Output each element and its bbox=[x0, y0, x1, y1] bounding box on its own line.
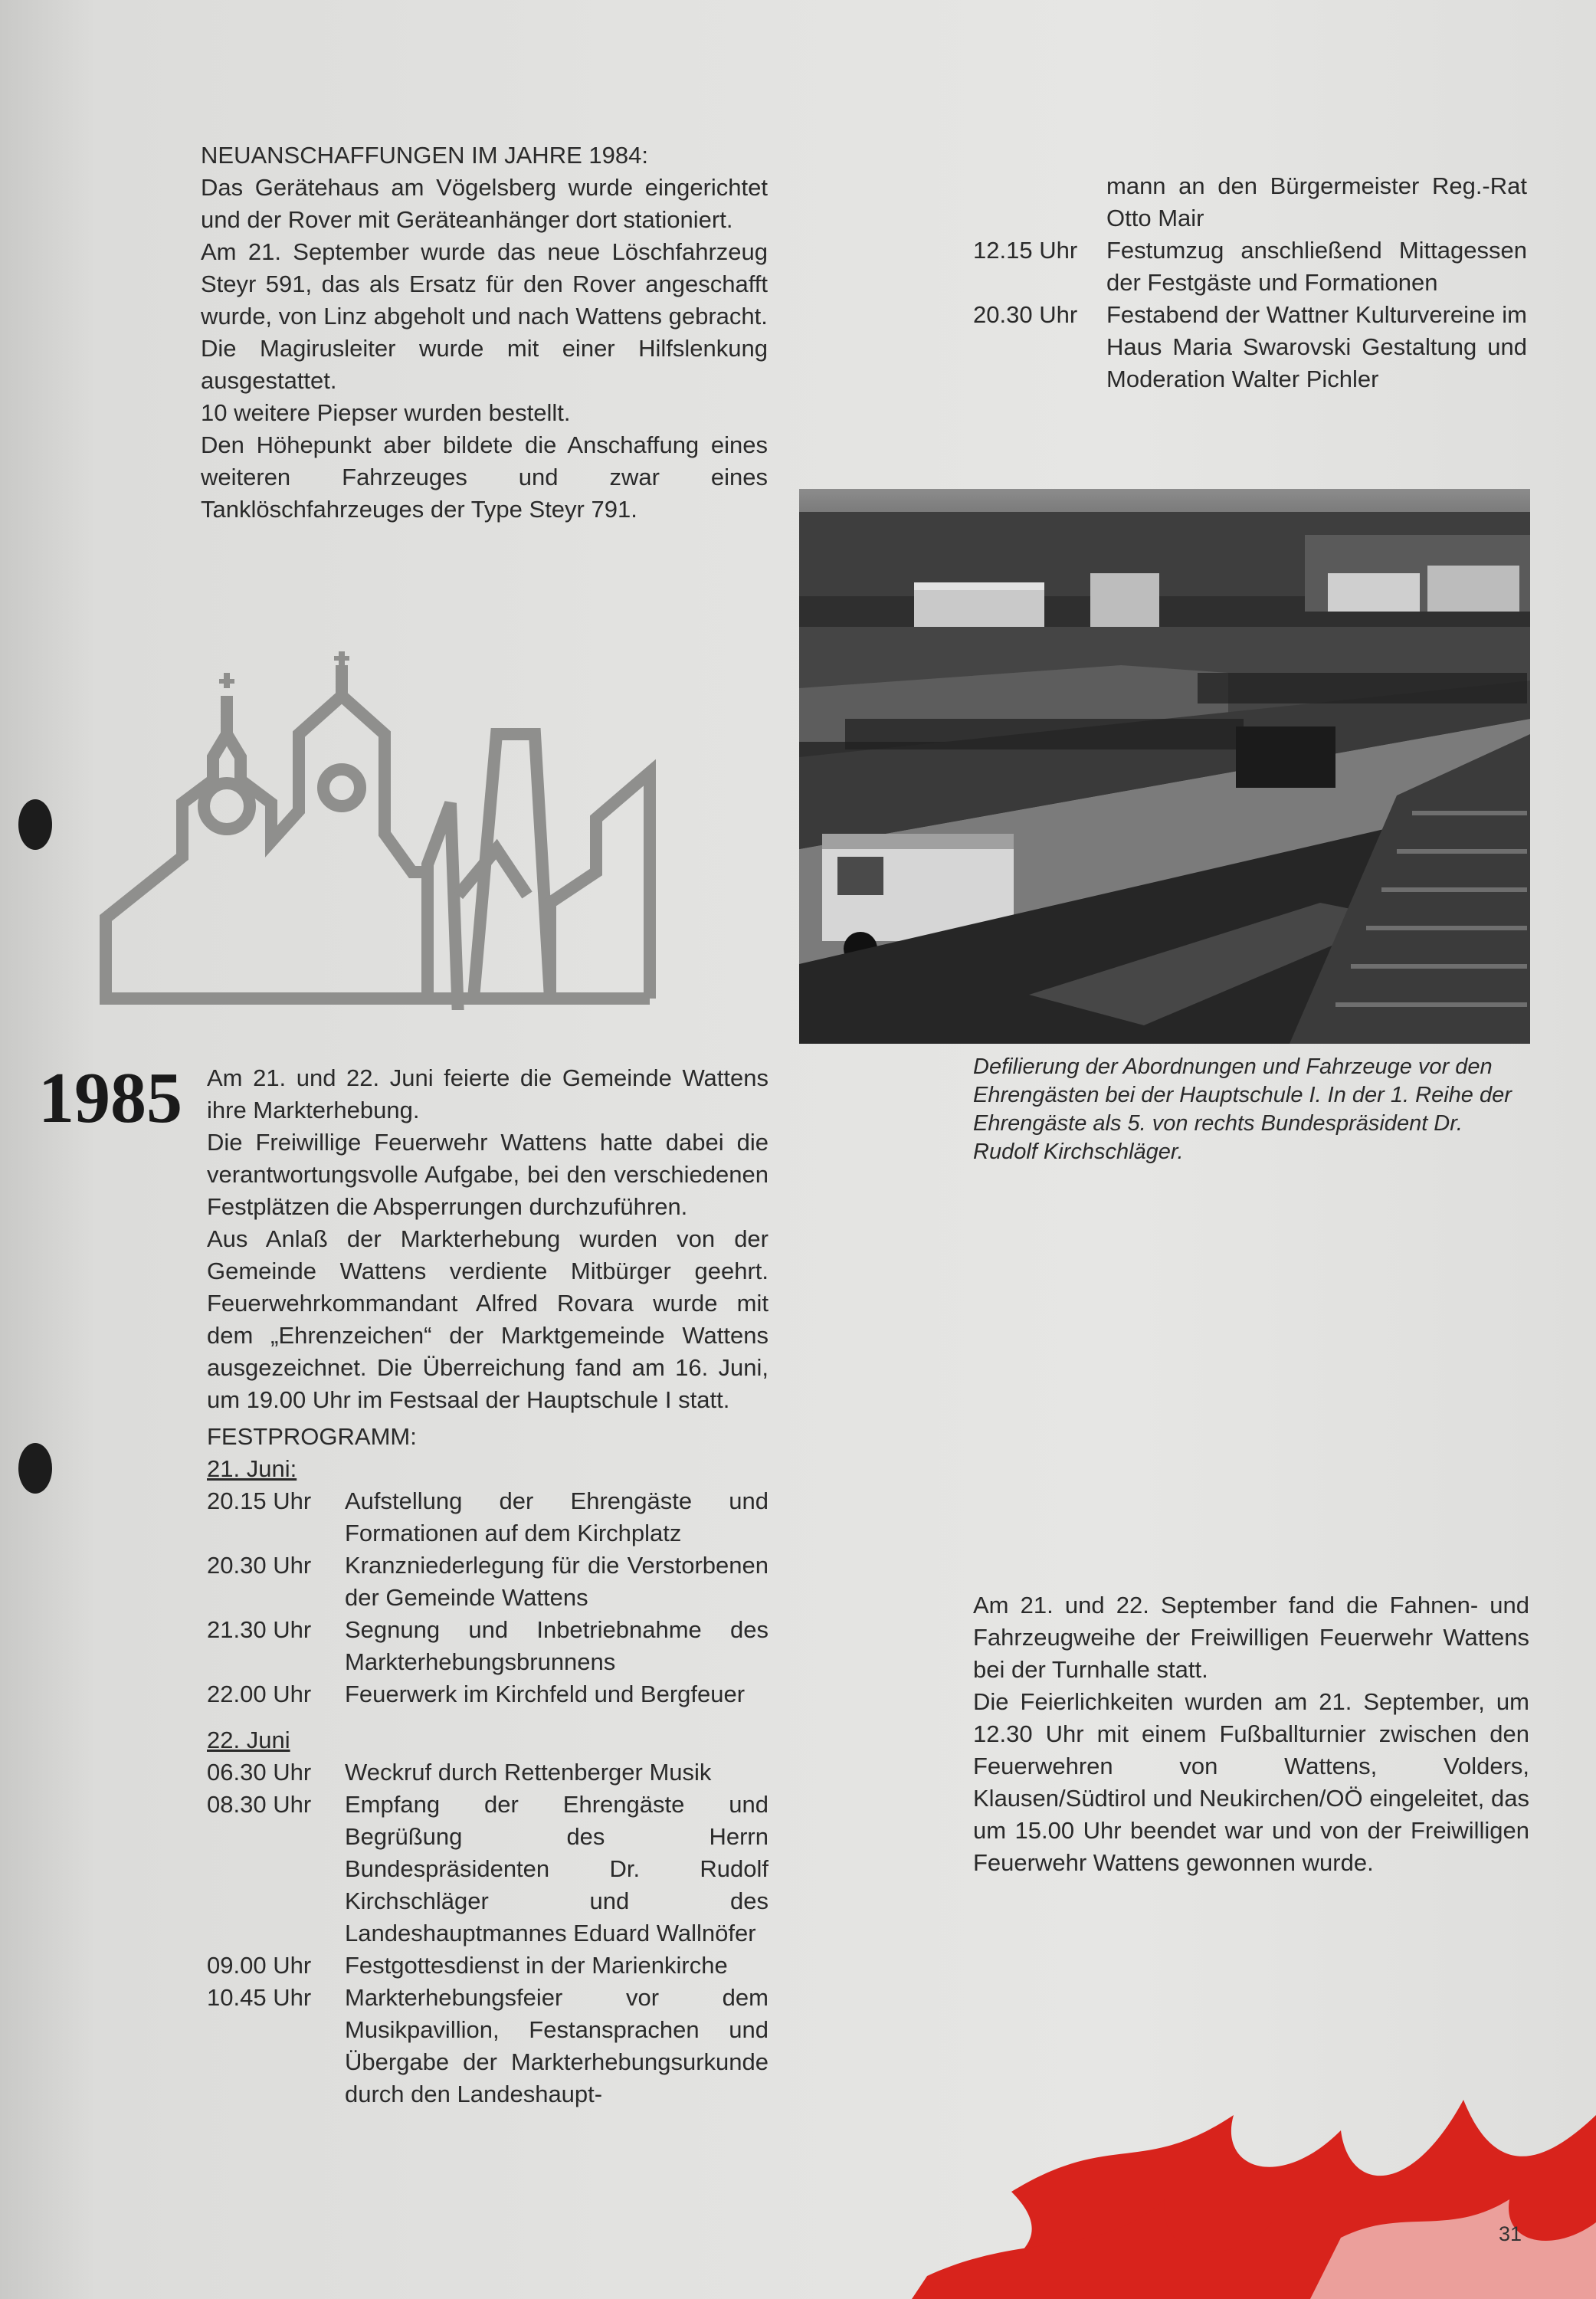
schedule-time: 20.30 Uhr bbox=[973, 301, 1078, 328]
schedule-row bbox=[207, 1789, 769, 1950]
paragraph: Am 21. und 22. September fand die Fahnen- und Fahrzeugweihe der Freiwilligen Feuerwehr Wattens bei der Turnhalle statt. bbox=[973, 1592, 1529, 1683]
paragraph: Aus Anlaß der Markterhebung wurden von der Gemeinde Wattens verdiente Mitbürger geehrt. Feuerwehrkommandant Alfred Rovara wurde mit dem „Ehrenzeichen“ der Marktgemeinde Wattens ausgezeichnet. Die Überreichung fand am 16. Juni, um 19.00 Uhr im Festsaal der Hauptschule I statt. bbox=[207, 1225, 769, 1413]
flame-decoration bbox=[912, 2084, 1596, 2299]
schedule-time: 21.30 Uhr bbox=[207, 1616, 312, 1643]
schedule-text: Festumzug anschließend Mittagessen der Festgäste und Formationen bbox=[1106, 237, 1527, 296]
schedule-row bbox=[973, 234, 1527, 299]
schedule-time: 20.30 Uhr bbox=[207, 1552, 312, 1579]
binder-hole bbox=[18, 799, 52, 850]
day-label: 22. Juni bbox=[207, 1727, 290, 1753]
schedule-row bbox=[207, 1756, 769, 1789]
schedule-time: 22.00 Uhr bbox=[207, 1681, 312, 1707]
schedule-text: Segnung und Inbetriebnahme des Markterhebungsbrunnens bbox=[345, 1616, 769, 1675]
schedule-text: Aufstellung der Ehrengäste und Formationen auf dem Kirchplatz bbox=[345, 1487, 769, 1546]
schedule-text: Empfang der Ehrengäste und Begrüßung des Herrn Bundespräsidenten Dr. Rudolf Kirchschläger und des Landeshauptmannes Eduard Wallnöfer bbox=[345, 1791, 769, 1946]
schedule-time: 10.45 Uhr bbox=[207, 1984, 312, 2011]
program-heading: FESTPROGRAMM: bbox=[207, 1423, 417, 1450]
schedule-text: Feuerwerk im Kirchfeld und Bergfeuer bbox=[345, 1681, 746, 1707]
paragraph: Die Feierlichkeiten wurden am 21. September, um 12.30 Uhr mit einem Fußballturnier zwischen den Feuerwehren von Wattens, Volders, Klausen/Südtirol und Neukirchen/OÖ eingeleitet, das um 15.00 Uhr beendet war und von der Freiwilligen Feuerwehr Wattens gewonnen wurde. bbox=[973, 1688, 1529, 1876]
schedule-row bbox=[207, 1614, 769, 1678]
schedule-time: 20.15 Uhr bbox=[207, 1487, 312, 1514]
year-label: 1985 bbox=[38, 1058, 182, 1138]
section-heading: NEUANSCHAFFUNGEN IM JAHRE 1984: bbox=[201, 142, 648, 169]
paragraph: Am 21. und 22. Juni feierte die Gemeinde Wattens ihre Markterhebung. bbox=[207, 1064, 769, 1123]
parade-photo bbox=[799, 489, 1530, 1044]
section-1984 bbox=[201, 139, 768, 526]
schedule-text: Weckruf durch Rettenberger Musik bbox=[345, 1759, 712, 1786]
schedule-time: 08.30 Uhr bbox=[207, 1791, 312, 1818]
schedule-row bbox=[207, 1982, 769, 2110]
schedule-text: Kranzniederlegung für die Verstorbenen der Gemeinde Wattens bbox=[345, 1552, 769, 1611]
schedule-time: 12.15 Uhr bbox=[973, 237, 1078, 264]
schedule-row bbox=[973, 170, 1527, 234]
paragraph: Den Höhepunkt aber bildete die Anschaffung eines weiteren Fahrzeuges und zwar eines Tanklöschfahrzeuges der Type Steyr 791. bbox=[201, 431, 768, 523]
paragraph: Das Gerätehaus am Vögelsberg wurde eingerichtet und der Rover mit Geräteanhänger dort stationiert. bbox=[201, 174, 768, 233]
wattens-skyline-logo bbox=[98, 650, 665, 1010]
schedule-row bbox=[207, 1550, 769, 1614]
schedule-row bbox=[207, 1485, 769, 1550]
page-number: 31 bbox=[1499, 2222, 1522, 2245]
paragraph: 10 weitere Piepser wurden bestellt. bbox=[201, 399, 571, 426]
paragraph: Die Magirusleiter wurde mit einer Hilfslenkung ausgestattet. bbox=[201, 335, 768, 394]
photo-caption: Defilierung der Abordnungen und Fahrzeuge vor den Ehrengästen bei der Hauptschule I. In der 1. Reihe der Ehrengäste als 5. von rechts Bundespräsident Dr. Rudolf Kirchschläger. bbox=[973, 1054, 1512, 1164]
parade-photo-illustration bbox=[799, 489, 1530, 1044]
day-label: 21. Juni: bbox=[207, 1455, 297, 1482]
schedule-row bbox=[207, 1950, 769, 1982]
paragraph: Am 21. September wurde das neue Löschfahrzeug Steyr 591, das als Ersatz für den Rover angeschafft wurde, von Linz abgeholt und nach Wattens gebracht. bbox=[201, 238, 768, 330]
schedule-row bbox=[207, 1678, 769, 1710]
schedule-text: mann an den Bürgermeister Reg.-Rat Otto Mair bbox=[1106, 172, 1527, 231]
schedule-text: Festabend der Wattner Kulturvereine im Haus Maria Swarovski Gestaltung und Moderation Walter Pichler bbox=[1106, 301, 1527, 392]
september-section bbox=[973, 1589, 1529, 1879]
section-1985 bbox=[207, 1062, 769, 2110]
schedule-row bbox=[973, 299, 1527, 395]
schedule-time bbox=[973, 170, 1106, 234]
schedule-time: 06.30 Uhr bbox=[207, 1759, 312, 1786]
schedule-text: Markterhebungsfeier vor dem Musikpavillion, Festansprachen und Übergabe der Markterhebungsurkunde durch den Landeshaupt- bbox=[345, 1984, 769, 2107]
paragraph: Die Freiwillige Feuerwehr Wattens hatte dabei die verantwortungsvolle Aufgabe, bei den verschiedenen Festplätzen die Absperrungen durchzuführen. bbox=[207, 1129, 769, 1220]
schedule-text: Festgottesdienst in der Marienkirche bbox=[345, 1952, 728, 1979]
schedule-time: 09.00 Uhr bbox=[207, 1952, 312, 1979]
binder-hole bbox=[18, 1443, 52, 1494]
schedule-continuation bbox=[973, 170, 1527, 395]
